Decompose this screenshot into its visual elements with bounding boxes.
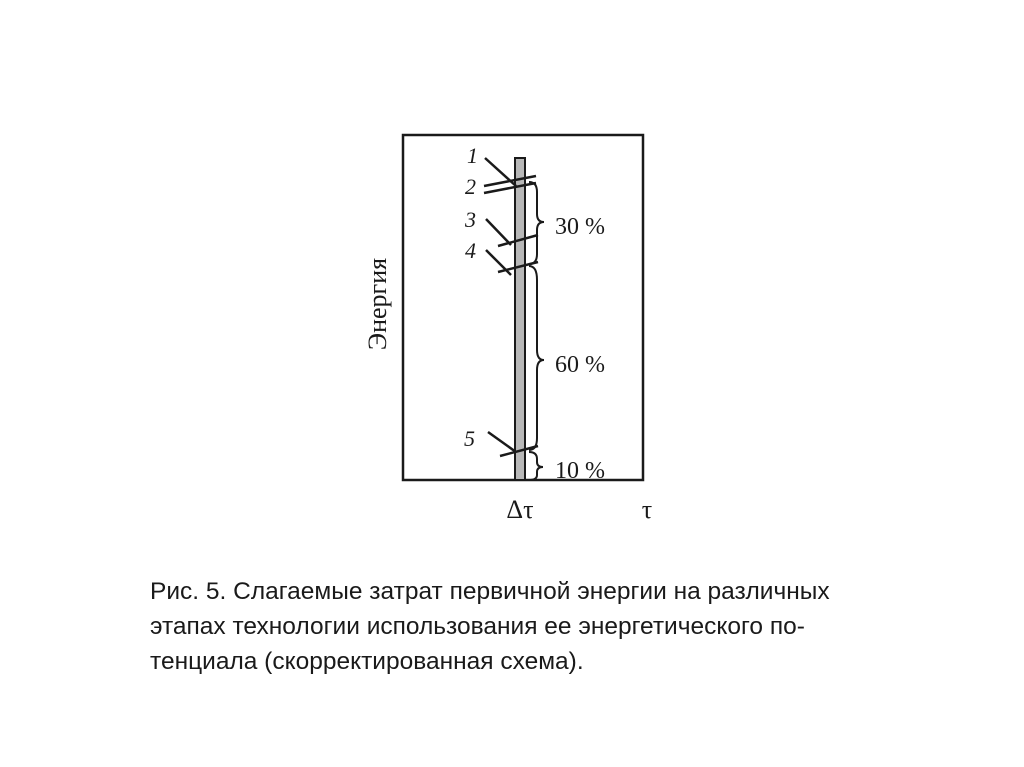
brace-30 bbox=[529, 182, 544, 264]
marker-label-3: 3 bbox=[465, 207, 476, 232]
bracket-label-60: 60 % bbox=[555, 352, 605, 378]
figure-caption bbox=[150, 574, 890, 679]
marker-label-4: 4 bbox=[465, 238, 476, 263]
x-label-delta-tau: Δτ bbox=[506, 495, 534, 524]
marker-label-2: 2 bbox=[465, 174, 476, 199]
bracket-label-30: 30 % bbox=[555, 214, 605, 240]
caption-line-3: тенциала (скорректированная схема). bbox=[150, 648, 584, 675]
bracket-label-10: 10 % bbox=[555, 458, 605, 484]
axis-label-energy: Энергия bbox=[363, 257, 392, 351]
brace-10 bbox=[529, 452, 543, 480]
marker-tick-3a bbox=[486, 219, 511, 245]
caption-line-2: этапах технологии использования ее энергетического по- bbox=[150, 613, 805, 640]
caption-line-1: Рис. 5. Слагаемые затрат первичной энергии на различных bbox=[150, 578, 830, 605]
x-label-tau: τ bbox=[641, 495, 653, 524]
brace-60 bbox=[529, 266, 544, 450]
marker-label-1: 1 bbox=[467, 143, 478, 168]
energy-bar bbox=[515, 158, 525, 480]
marker-label-5: 5 bbox=[464, 426, 475, 451]
marker-tick-5a bbox=[488, 432, 516, 452]
